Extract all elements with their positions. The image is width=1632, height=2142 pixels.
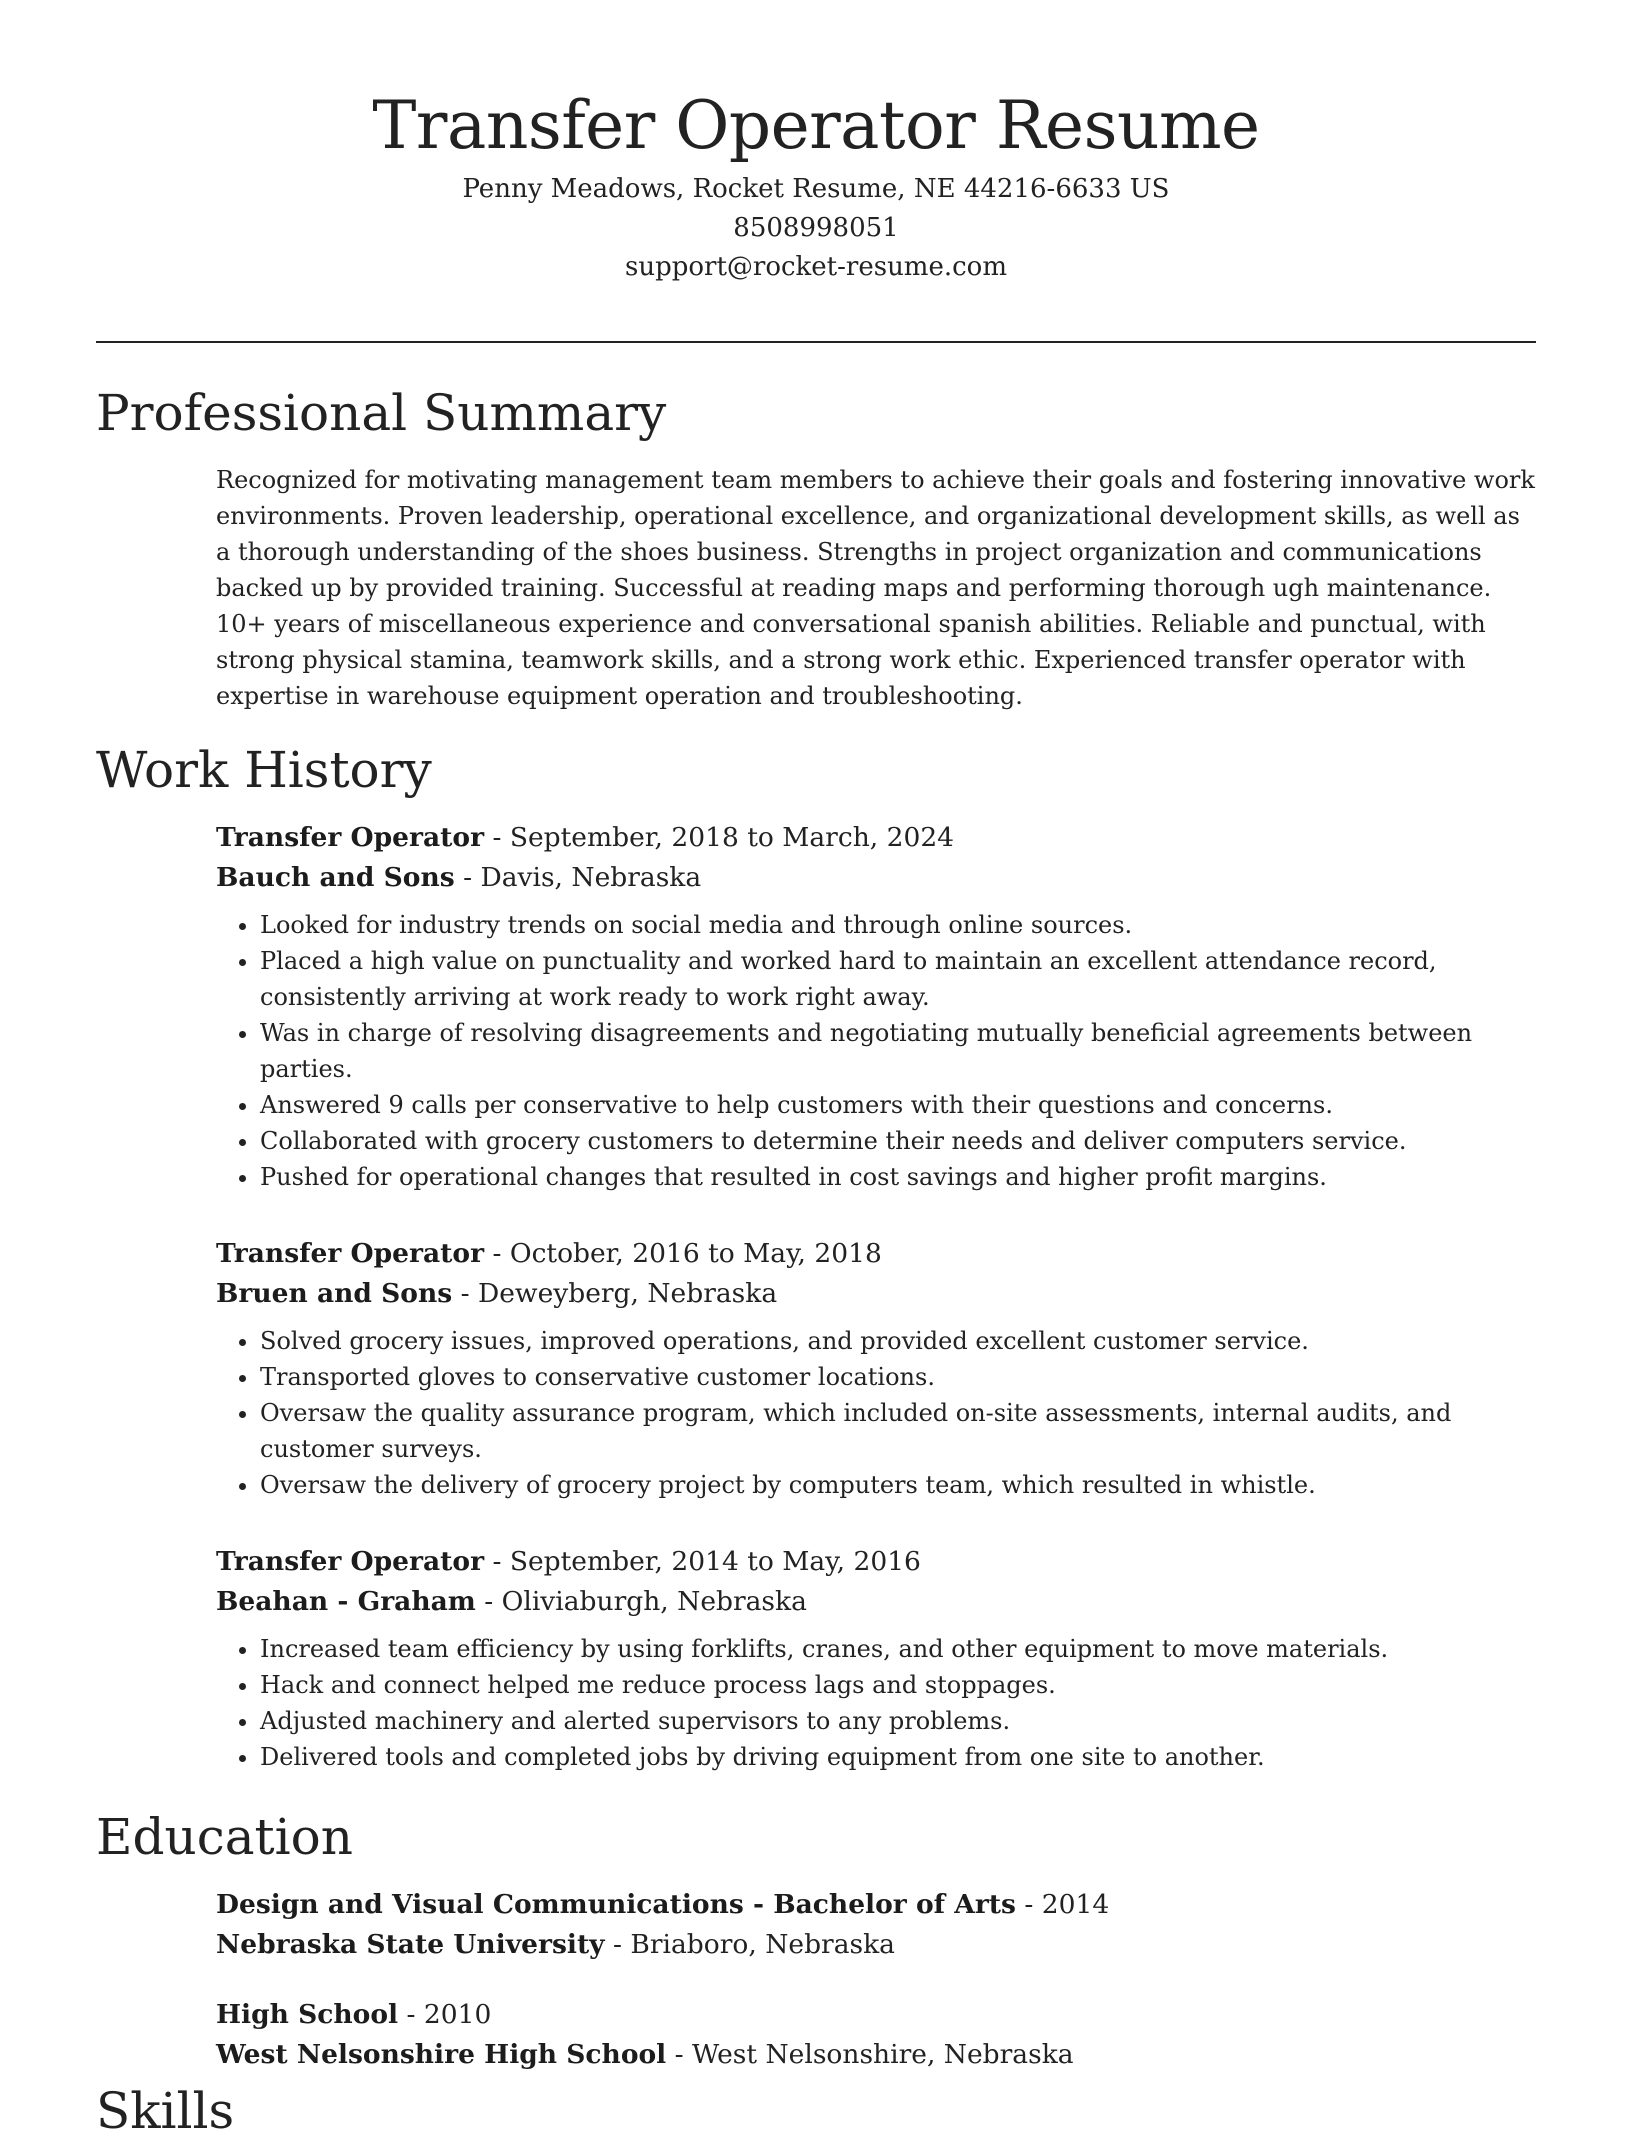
job-company-line — [216, 1274, 1536, 1314]
education-degree: Design and Visual Communications - Bachelor of Arts — [216, 1889, 1016, 1920]
job-title: Transfer Operator — [216, 1238, 485, 1269]
education-year: - 2014 — [1015, 1889, 1110, 1920]
job-location: - Davis, Nebraska — [454, 861, 702, 893]
job-dates: - October, 2016 to May, 2018 — [484, 1238, 882, 1269]
job-bullet: • Oversaw the quality assurance program, which included on-site assessments, internal audits, and customer surveys. — [260, 1395, 1536, 1467]
skills-heading: Skills — [96, 2082, 235, 2140]
job-bullet: • Hack and connect helped me reduce process lags and stoppages. — [260, 1667, 1536, 1703]
resume-header — [96, 84, 1536, 287]
work-history-heading: Work History — [96, 741, 432, 799]
job-company-line — [216, 858, 1536, 898]
job-title-line — [216, 1542, 1536, 1582]
education-entry — [216, 1885, 1536, 1964]
contact-address: Penny Meadows, Rocket Resume, NE 44216-6633 US — [462, 174, 1170, 204]
job-title-line — [216, 1234, 1536, 1274]
education-entry — [216, 1995, 1536, 2074]
job-location: - Deweyberg, Nebraska — [452, 1277, 778, 1309]
summary-heading: Professional Summary — [96, 384, 667, 442]
resume-title: Transfer Operator Resume — [372, 87, 1260, 164]
job-dates: - September, 2018 to March, 2024 — [484, 822, 955, 853]
education-year: - 2010 — [398, 1999, 492, 2030]
job-title-line — [216, 818, 1536, 858]
job-bullets — [216, 1631, 1536, 1775]
job-company: Bruen and Sons — [216, 1277, 453, 1309]
education-location: - Briaboro, Nebraska — [604, 1928, 895, 1960]
education-degree-line — [216, 1995, 1536, 2035]
education-school-line — [216, 2035, 1536, 2075]
header-divider — [96, 341, 1536, 343]
job-company-line — [216, 1582, 1536, 1622]
job-bullet: • Increased team efficiency by using forklifts, cranes, and other equipment to move materials. — [260, 1631, 1536, 1667]
job-bullet: • Looked for industry trends on social media and through online sources. — [260, 907, 1536, 943]
education-degree: High School — [216, 1999, 399, 2030]
job-bullet: • Answered 9 calls per conservative to help customers with their questions and concerns. — [260, 1087, 1536, 1123]
job-bullets — [216, 907, 1536, 1195]
skills-heading-clip — [96, 2082, 296, 2140]
education-school: Nebraska State University — [216, 1928, 605, 1960]
job-bullet: • Adjusted machinery and alerted supervisors to any problems. — [260, 1703, 1536, 1739]
job-bullet: • Transported gloves to conservative customer locations. — [260, 1359, 1536, 1395]
education-heading: Education — [96, 1808, 353, 1866]
job-location: - Oliviaburgh, Nebraska — [475, 1585, 807, 1617]
education-school: West Nelsonshire High School — [216, 2038, 667, 2070]
job-dates: - September, 2014 to May, 2016 — [484, 1546, 921, 1577]
education-degree-line — [216, 1885, 1536, 1925]
job-company: Bauch and Sons — [216, 861, 455, 893]
job-bullet: • Was in charge of resolving disagreements and negotiating mutually beneficial agreements between parties. — [260, 1015, 1536, 1087]
job-entry — [216, 1542, 1536, 1775]
job-entry — [216, 818, 1536, 1195]
job-bullets — [216, 1323, 1536, 1503]
job-title: Transfer Operator — [216, 822, 485, 853]
job-title: Transfer Operator — [216, 1546, 485, 1577]
job-bullet: • Oversaw the delivery of grocery project by computers team, which resulted in whistle. — [260, 1467, 1536, 1503]
job-entry — [216, 1234, 1536, 1503]
job-bullet: • Delivered tools and completed jobs by driving equipment from one site to another. — [260, 1739, 1536, 1775]
job-bullet: • Placed a high value on punctuality and worked hard to maintain an excellent attendance record, consistently arriving at work ready to work right away. — [260, 943, 1536, 1015]
education-location: - West Nelsonshire, Nebraska — [666, 2038, 1074, 2070]
contact-email: support@rocket-resume.com — [624, 252, 1007, 282]
job-bullet: • Collaborated with grocery customers to determine their needs and deliver computers service. — [260, 1123, 1536, 1159]
education-school-line — [216, 1925, 1536, 1965]
job-bullet: • Pushed for operational changes that resulted in cost savings and higher profit margins. — [260, 1159, 1536, 1195]
contact-phone: 8508998051 — [733, 213, 899, 243]
job-company: Beahan - Graham — [216, 1585, 476, 1617]
summary-text: Recognized for motivating management team members to achieve their goals and fostering innovative work environments. Proven leadership, operational excellence, and organizational development skills, as well as a thorough understanding of the shoes business. Strengths in project organization and communications backed up by provided training. Successful at reading maps and performing thorough ugh maintenance. 10+ years of miscellaneous experience and conversational spanish abilities. Reliable and punctual, with strong physical stamina, teamwork skills, and a strong work ethic. Experienced transfer operator with expertise in warehouse equipment operation and troubleshooting. — [216, 466, 1535, 710]
job-bullet: • Solved grocery issues, improved operations, and provided excellent customer service. — [260, 1323, 1536, 1359]
